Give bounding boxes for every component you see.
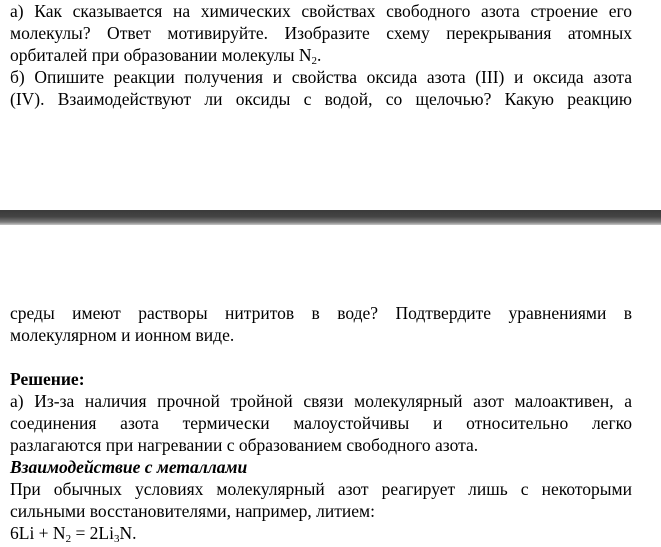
metals-heading: Взаимодействие с металлами bbox=[10, 457, 248, 477]
period: . bbox=[316, 45, 322, 65]
solution-a-line-2: соединения азота термически малоустойчивы и относительно легко bbox=[10, 413, 632, 433]
reaction-equation bbox=[10, 522, 632, 544]
subscript: 2 bbox=[65, 533, 72, 545]
subscript: 3 bbox=[113, 533, 120, 545]
solution-a-line-3: разлагаются при нагревании с образованием свободного азота. bbox=[10, 435, 479, 455]
subscript: 2 bbox=[311, 55, 317, 67]
solution-heading: Решение: bbox=[10, 369, 85, 389]
metals-paragraph-line-1: При обычных условиях молекулярный азот реагирует лишь с некоторыми bbox=[10, 479, 632, 499]
equation-part-1: 6Li + N bbox=[10, 523, 66, 543]
question-a-line-1: а) Как сказывается на химических свойствах свободного азота строение его bbox=[10, 1, 632, 21]
equation-part-3: N. bbox=[119, 523, 137, 543]
question-a-line-3-text: орбиталей при образовании молекулы N bbox=[10, 45, 312, 65]
question-a-line-3 bbox=[10, 44, 632, 66]
question-a-line-2: молекулы? Ответ мотивируйте. Изобразите схему перекрывания атомных bbox=[10, 23, 632, 43]
solution-a-line-1: а) Из-за наличия прочной тройной связи молекулярный азот малоактивен, а bbox=[10, 391, 632, 411]
question-b-line-1: б) Опишите реакции получения и свойства оксида азота (III) и оксида азота bbox=[10, 67, 632, 87]
equation-part-2: = 2Li bbox=[71, 523, 114, 543]
page-break-band bbox=[0, 210, 661, 225]
question-b-line-4: молекулярном и ионном виде. bbox=[10, 325, 235, 345]
metals-paragraph-line-2: сильными восстановителями, например, литием: bbox=[10, 501, 375, 521]
question-b-line-2: (IV). Взаимодействуют ли оксиды с водой, со щелочью? Какую реакцию bbox=[10, 89, 632, 109]
question-b-line-3: среды имеют растворы нитритов в воде? Подтвердите уравнениями в bbox=[10, 303, 632, 323]
